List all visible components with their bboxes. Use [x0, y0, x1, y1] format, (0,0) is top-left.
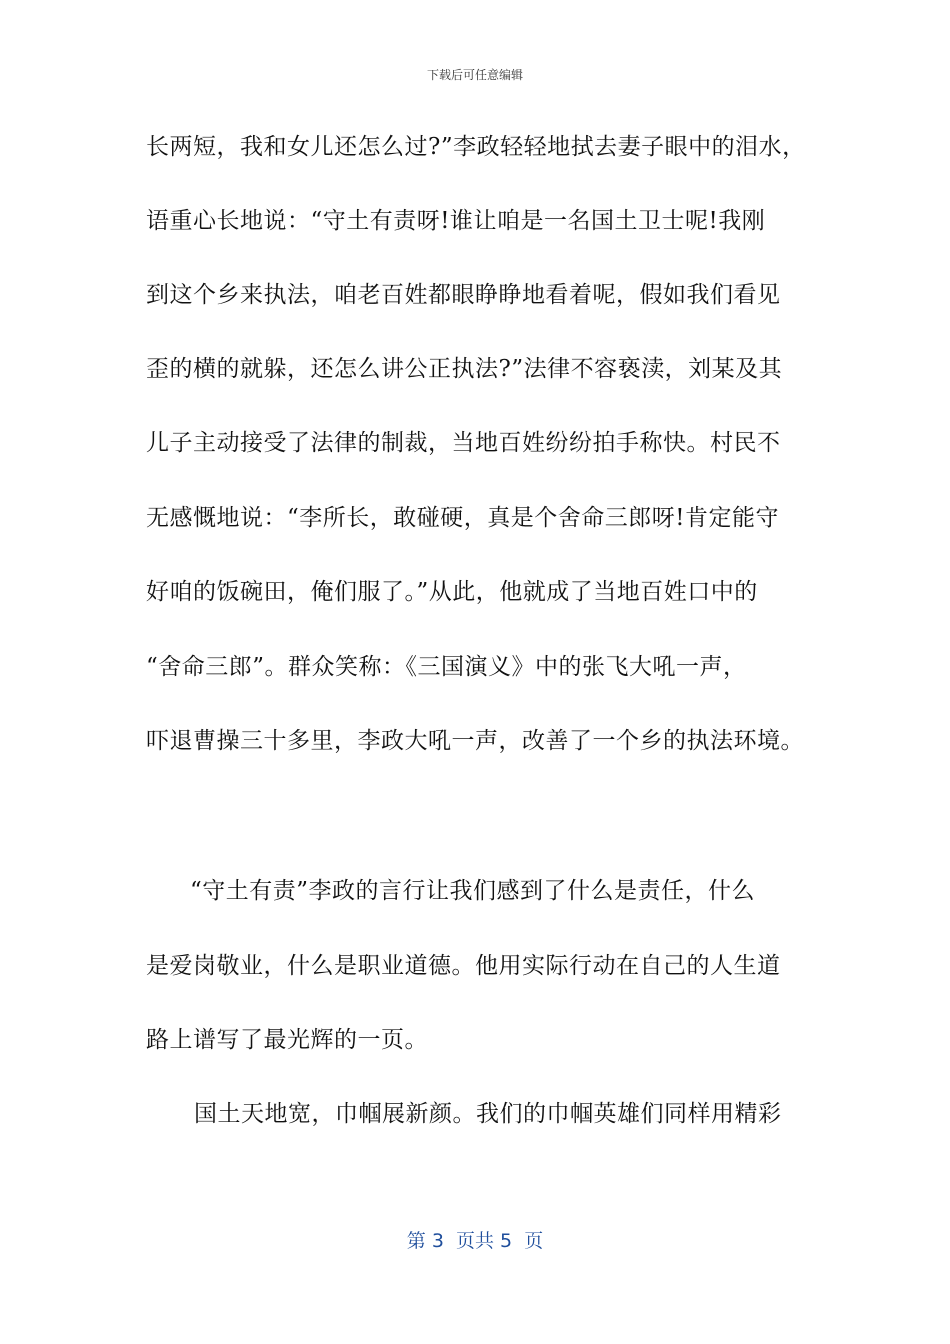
text-line: 好咱的饭碗田，俺们服了。”从此，他就成了当地百姓口中的	[146, 579, 758, 605]
text-line: “守土有责”李政的言行让我们感到了什么是责任，什么	[190, 878, 756, 904]
text-line: 儿子主动接受了法律的制裁，当地百姓纷纷拍手称快。村民不	[146, 430, 781, 456]
text-line: 吓退曹操三十多里，李政大吼一声，改善了一个乡的执法环境。	[146, 728, 804, 754]
text-line: “舍命三郎”。群众笑称：《三国演义》中的张飞大吼一声，	[146, 654, 747, 680]
text-line: 无感慨地说：“李所长，敢碰硬，真是个舍命三郎呀!肯定能守	[146, 505, 780, 531]
text-line: 是爱岗敬业，什么是职业道德。他用实际行动在自己的人生道	[146, 953, 781, 979]
text-line: 到这个乡来执法，咱老百姓都眼睁睁地看着呢，假如我们看见	[146, 282, 781, 308]
text-line: 国土天地宽，巾帼展新颜。我们的巾帼英雄们同样用精彩	[194, 1101, 782, 1127]
page-header: 下载后可任意编辑	[426, 68, 523, 82]
page-footer: 第 3 页共 5 页	[406, 1230, 544, 1252]
text-line: 路上谱写了最光辉的一页。	[146, 1027, 428, 1053]
text-line: 语重心长地说：“守土有责呀!谁让咱是一名国土卫士呢!我刚	[146, 208, 766, 234]
text-line: 歪的横的就躲，还怎么讲公正执法?”法律不容亵渎，刘某及其	[146, 356, 783, 382]
text-line: 长两短，我和女儿还怎么过?”李政轻轻地拭去妻子眼中的泪水，	[146, 134, 806, 160]
